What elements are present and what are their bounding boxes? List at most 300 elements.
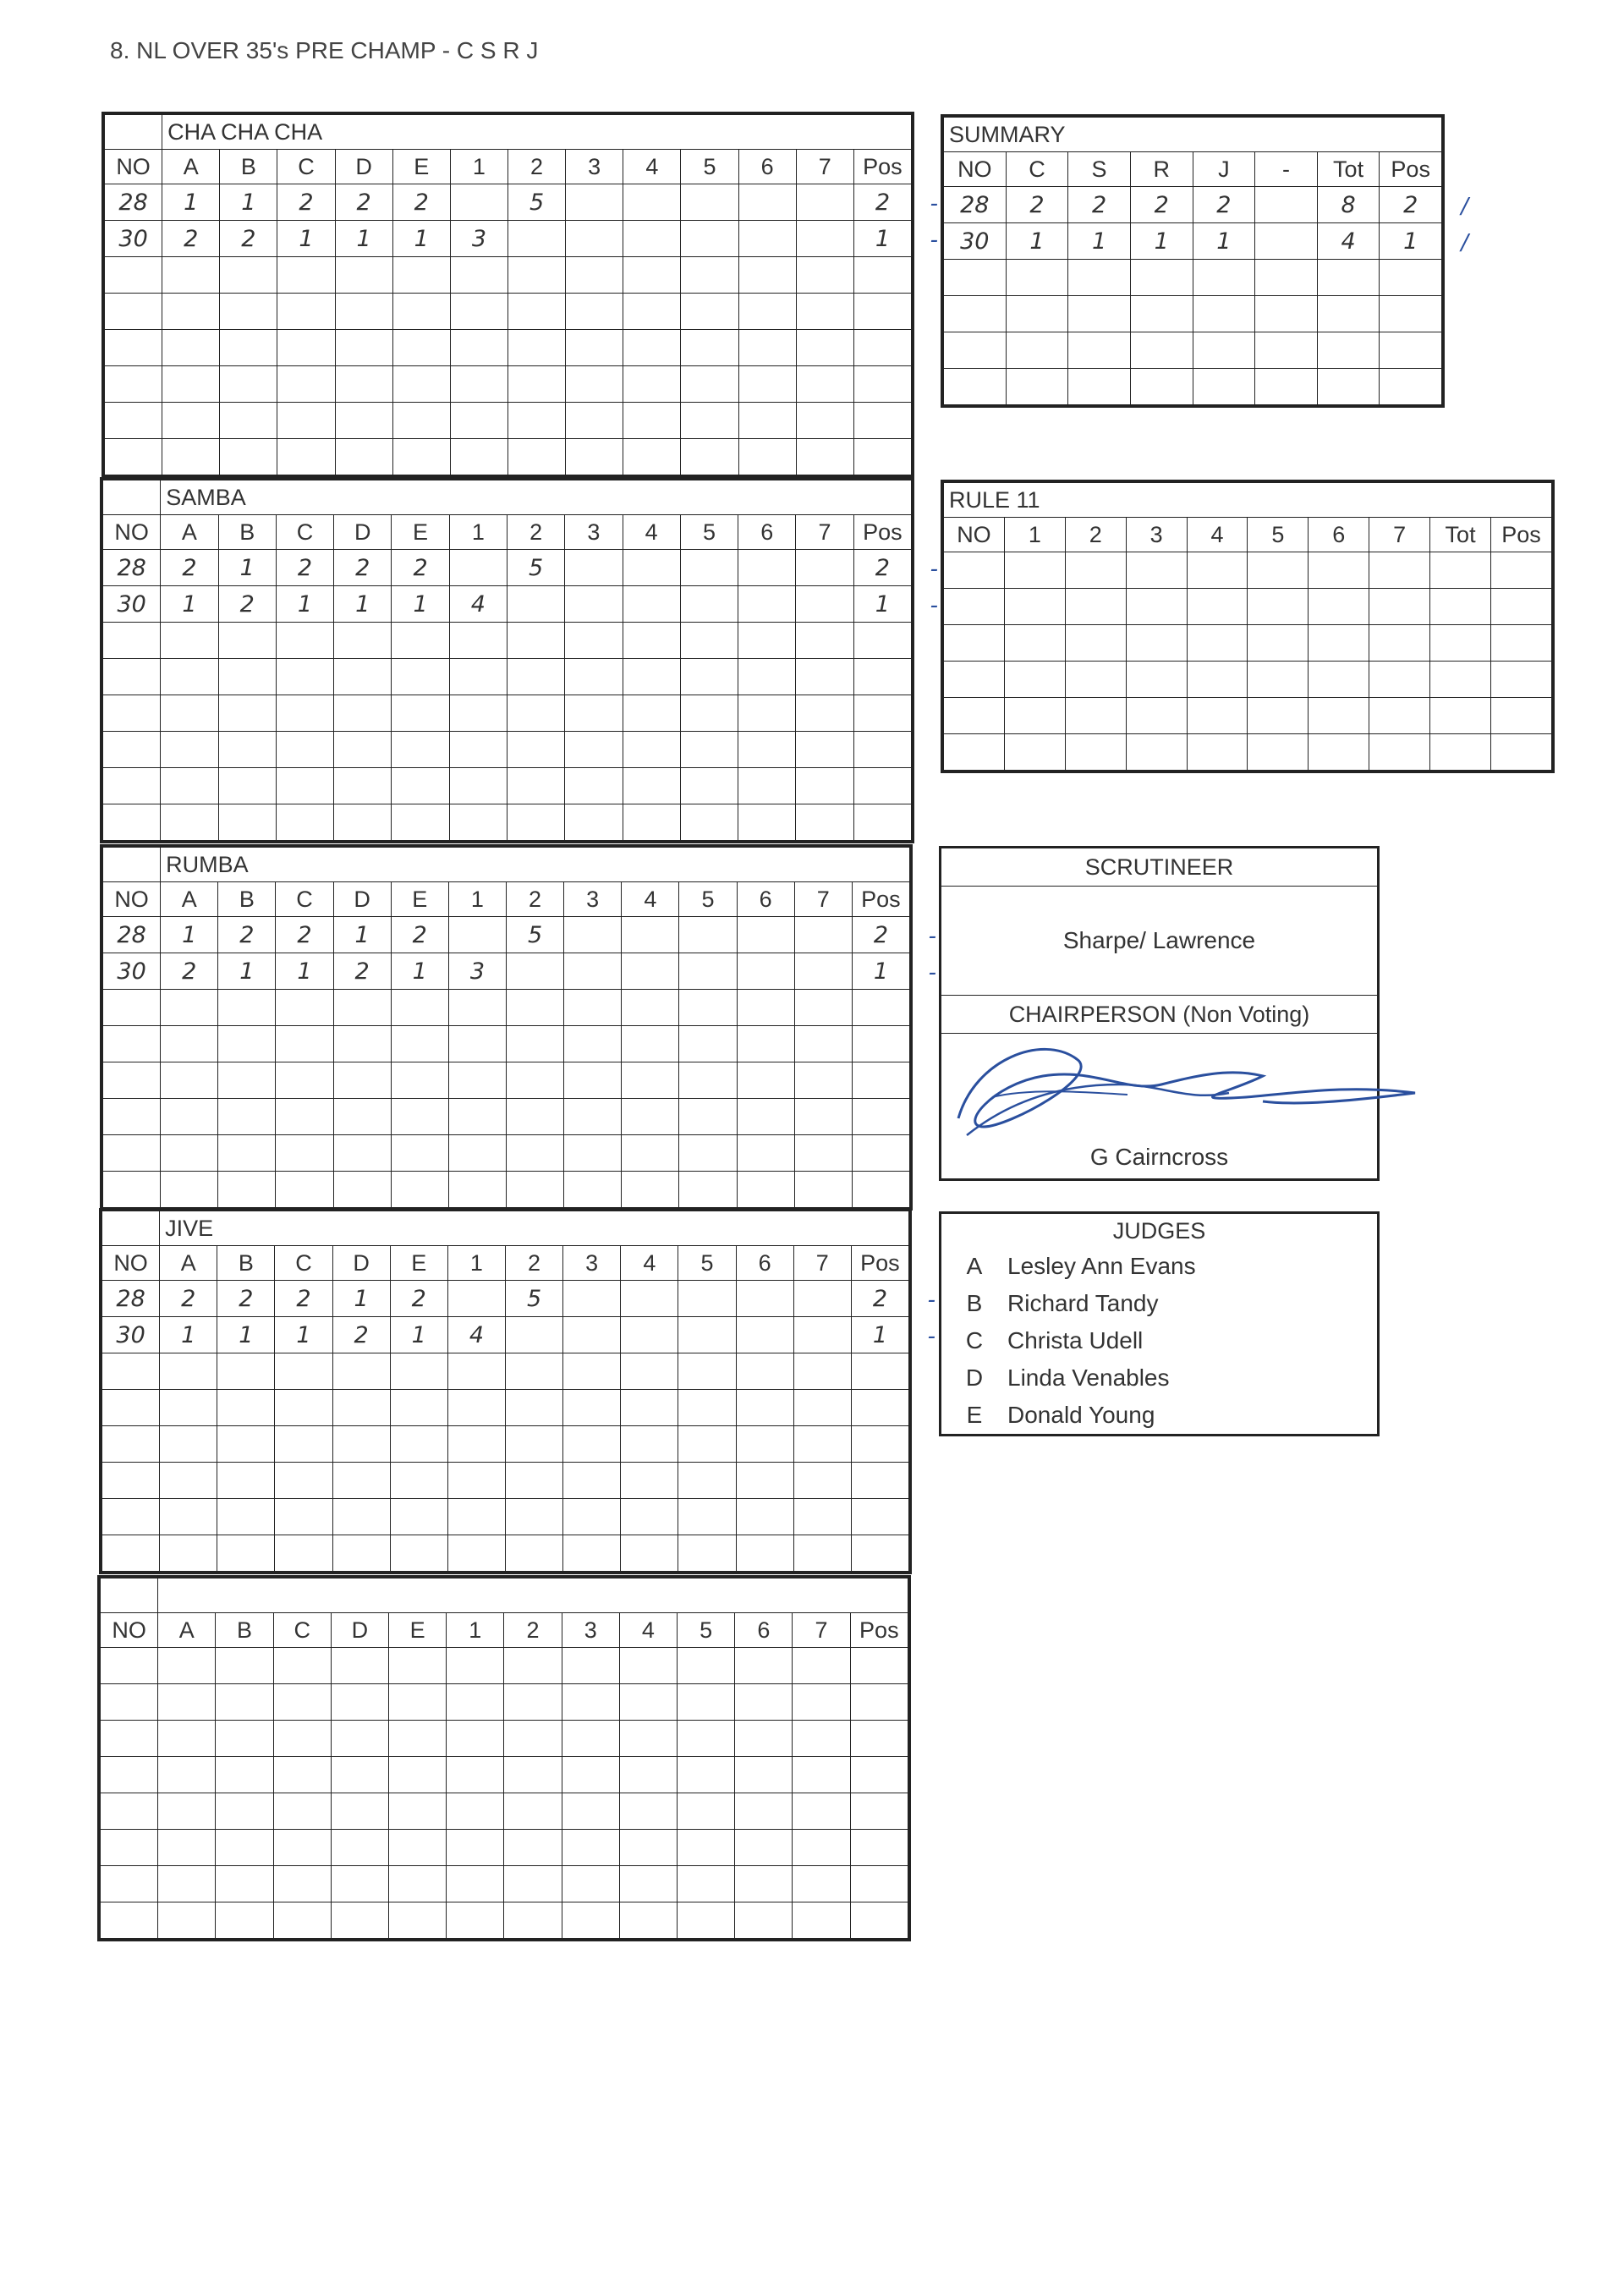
mark-cell [276,659,333,695]
column-header: J [1193,152,1255,187]
mark-cell [621,1426,678,1463]
mark-cell [681,294,738,330]
mark-cell [447,1866,504,1902]
position-cell [853,732,911,768]
column-header: Pos [853,515,911,550]
mark-cell [793,1721,850,1757]
mark-cell [680,804,738,841]
column-header: B [220,150,277,184]
column-header: NO [103,515,161,550]
mark-cell [679,1099,737,1135]
mark-cell [619,1830,677,1866]
mark-cell [563,1535,621,1572]
mark-cell: 2 [391,917,448,953]
column-header: D [332,1246,390,1281]
couple-number [103,659,161,695]
mark-cell [331,1830,388,1866]
mark-cell [276,1026,333,1062]
mark-cell [277,257,335,294]
summary-cell [1068,369,1131,405]
scrutineer-panel [939,846,1380,1181]
mark-cell [216,1793,273,1830]
mark-cell [277,439,335,475]
summary-cell: 1 [1006,223,1068,260]
mark-cell [678,1390,736,1426]
column-header: 7 [793,1246,851,1281]
column-header: C [277,150,335,184]
mark-cell [793,1866,850,1902]
column-header: D [334,515,392,550]
summary-cell: 30 [944,223,1007,260]
mark-cell [623,659,680,695]
judges-list [941,1248,1377,1434]
mark-cell [681,439,738,475]
summary-cell [1255,260,1318,296]
table-row [101,1684,908,1721]
summary-cell [1130,369,1193,405]
mark-cell [505,1535,562,1572]
column-header: Tot [1317,152,1380,187]
rule11-cell [1187,552,1248,589]
summary-cell [1380,296,1442,332]
column-header: 3 [566,150,623,184]
summary-cell [1380,369,1442,405]
score-grid [102,1211,935,1572]
position-cell [853,330,911,366]
mark-cell [621,1499,678,1535]
chairperson-label: CHAIRPERSON (Non Voting) [941,996,1377,1034]
table-row [102,1499,909,1535]
rule11-cell [1491,552,1552,589]
mark-cell [680,695,738,732]
mark-cell [796,439,853,475]
mark-cell [793,1317,851,1353]
mark-cell [389,1757,447,1793]
mark-cell [218,732,276,768]
mark-cell [562,1902,619,1939]
mark-cell [678,1866,735,1902]
mark-cell [796,623,853,659]
rule11-cell [944,589,1005,625]
column-header: 1 [447,1613,504,1648]
mark-cell: 1 [161,586,218,623]
column-header: B [218,515,276,550]
mark-cell [158,1684,216,1721]
column-header: 2 [504,1613,562,1648]
couple-number: 28 [103,917,161,953]
mark-cell [392,804,449,841]
mark-cell [796,184,853,221]
column-header: C [276,515,333,550]
mark-cell [507,586,564,623]
mark-cell [448,1026,506,1062]
mark-cell [504,1684,562,1721]
column-header: 5 [681,150,738,184]
column-header: B [218,882,276,917]
mark-cell [564,1135,622,1172]
summary-cell [1255,369,1318,405]
mark-cell [623,184,681,221]
mark-cell [623,586,680,623]
rule11-cell [1309,589,1369,625]
couple-number [105,257,162,294]
mark-cell [678,1426,736,1463]
mark-cell [737,917,794,953]
mark-cell [794,1172,852,1208]
position-cell [853,439,911,475]
header-row [102,1246,909,1281]
column-header: - [1255,152,1318,187]
column-header: C [273,1613,331,1648]
position-cell [852,1172,909,1208]
mark-cell [447,1535,505,1572]
couple-number: 30 [102,1317,160,1353]
mark-cell [793,1793,850,1830]
column-header: 1 [450,150,508,184]
mark-cell [449,804,507,841]
mark-cell [505,1317,562,1353]
table-row [105,221,912,257]
mark-cell [562,1721,619,1757]
mark-cell [680,732,738,768]
column-header: 3 [1126,518,1187,552]
mark-cell [564,990,622,1026]
couple-number [101,1757,158,1793]
mark-cell [796,257,853,294]
mark-cell [331,1648,388,1684]
position-cell: 2 - [852,917,909,953]
mark-cell [793,1684,850,1721]
mark-cell [504,1648,562,1684]
mark-cell [564,953,622,990]
position-cell [853,768,911,804]
summary-cell: 2 [1006,187,1068,223]
mark-cell [508,221,565,257]
mark-cell [793,1535,851,1572]
mark-cell [217,1463,275,1499]
dance-name: CHA CHA CHA [162,115,912,150]
table-row [102,1535,909,1572]
judge-letter: B [966,1290,983,1316]
mark-cell [566,403,623,439]
mark-cell: 1 [275,1317,332,1353]
mark-cell [562,1866,619,1902]
couple-number [102,1499,160,1535]
table-row [944,552,1552,589]
mark-cell [679,1062,737,1099]
judges-label: JUDGES [1112,1218,1206,1244]
mark-cell: 3 [450,221,508,257]
mark-cell [390,1499,447,1535]
mark-cell [335,294,392,330]
mark-cell [623,330,681,366]
couple-number [105,403,162,439]
mark-cell: 1 [334,586,392,623]
mark-cell [158,1757,216,1793]
mark-cell [680,623,738,659]
mark-cell [563,1353,621,1390]
mark-cell: 1 [277,221,335,257]
mark-cell [793,1426,851,1463]
mark-cell [276,768,333,804]
mark-cell [273,1902,331,1939]
table-row [944,369,1442,405]
mark-cell [563,1499,621,1535]
rule11-cell [1369,698,1430,734]
couple-number [101,1648,158,1684]
table-row [103,1135,910,1172]
rule11-cell [1248,662,1309,698]
dance-table-rumba [100,844,936,1211]
judge-letter: E [966,1402,983,1428]
mark-cell [449,695,507,732]
column-header: 5 [680,515,738,550]
summary-cell [1193,296,1255,332]
mark-cell [161,990,218,1026]
mark-cell [220,294,277,330]
mark-cell [275,1426,332,1463]
summary-grid [943,117,1468,405]
mark-cell [217,1426,275,1463]
column-header: 2 [508,150,565,184]
rule11-cell [944,552,1005,589]
mark-cell [796,550,853,586]
mark-cell [218,1135,276,1172]
mark-cell [565,550,623,586]
mark-cell [505,1499,562,1535]
mark-cell [793,1902,850,1939]
mark-cell [505,1390,562,1426]
column-header: 4 [623,150,681,184]
mark-cell [331,1721,388,1757]
mark-cell [793,1281,851,1317]
mark-cell: 1 [218,550,276,586]
rule11-cell [1126,589,1187,625]
mark-cell [390,1535,447,1572]
rule11-cell [1369,734,1430,771]
column-header: 4 [623,515,680,550]
summary-cell: 8 [1317,187,1380,223]
position-cell [853,294,911,330]
mark-cell [678,1830,735,1866]
column-header: Pos [852,882,909,917]
mark-cell [162,366,220,403]
mark-cell [679,1172,737,1208]
mark-cell [678,1648,735,1684]
mark-cell [332,1426,390,1463]
mark-cell [161,1026,218,1062]
mark-cell [217,1353,275,1390]
rule11-cell [1126,625,1187,662]
mark-cell [331,1684,388,1721]
dance-table-cha-cha-cha [102,112,938,478]
summary-cell [944,332,1007,369]
position-cell: 1 - [852,953,909,990]
dance-name: JIVE [160,1211,909,1246]
column-header: 6 [736,1246,793,1281]
mark-cell [623,623,680,659]
score-grid [102,480,938,841]
column-header: 7 [794,882,852,917]
mark-cell: 2 [276,917,333,953]
mark-cell [508,403,565,439]
position-cell [851,1353,908,1390]
position-cell [850,1648,908,1684]
mark-cell [505,1353,562,1390]
position-cell [851,1390,908,1426]
mark-cell [448,1062,506,1099]
mark-cell [220,366,277,403]
mark-cell [447,1353,505,1390]
rule11-cell [1126,734,1187,771]
column-header: 3 [565,515,623,550]
mark-cell [623,221,681,257]
table-row [102,1463,909,1499]
judge-name: Donald Young [1007,1402,1155,1428]
mark-cell [738,659,796,695]
mark-cell [738,294,796,330]
rule11-cell [1065,552,1126,589]
summary-cell [1380,260,1442,296]
mark-cell [448,917,506,953]
corner-cell [101,1578,158,1613]
mark-cell [450,403,508,439]
check-tick: / [1461,230,1468,255]
mark-cell [161,1172,218,1208]
column-header: 2 [506,882,563,917]
mark-cell [681,221,738,257]
mark-cell [678,1281,736,1317]
mark-cell [796,294,853,330]
mark-cell [796,403,853,439]
summary-cell [1006,260,1068,296]
mark-cell: 2 [333,953,391,990]
mark-cell [218,990,276,1026]
mark-cell [680,659,738,695]
couple-number [102,1353,160,1390]
summary-cell [1130,260,1193,296]
mark-cell [506,990,563,1026]
mark-cell [562,1757,619,1793]
rule11-cell [1430,698,1491,734]
header-row [101,1613,908,1648]
corner-cell [103,480,161,515]
scrutineer-label: SCRUTINEER [941,848,1377,887]
rule11-cell [1187,734,1248,771]
mark-cell [736,1499,793,1535]
mark-cell [331,1902,388,1939]
table-row [103,1172,910,1208]
mark-cell [392,294,450,330]
dance-table-blank [97,1575,911,1941]
summary-cell [1317,369,1380,405]
judge-name: Christa Udell [1007,1327,1144,1353]
mark-cell [216,1757,273,1793]
mark-cell [391,1135,448,1172]
mark-cell [220,257,277,294]
mark-cell [564,917,622,953]
mark-cell: 2 [335,184,392,221]
mark-cell [220,439,277,475]
mark-cell [216,1648,273,1684]
mark-cell [623,257,681,294]
mark-cell [273,1757,331,1793]
couple-number [103,804,161,841]
mark-cell [622,917,679,953]
mark-cell [447,1648,504,1684]
mark-cell: 2 [276,550,333,586]
column-header: 4 [619,1613,677,1648]
mark-cell [679,1026,737,1062]
couple-number: 28 [105,184,162,221]
corner-cell [102,1211,160,1246]
mark-cell [158,1648,216,1684]
rule11-cell [1369,625,1430,662]
mark-cell [392,623,449,659]
mark-cell [390,1463,447,1499]
mark-cell [506,1026,563,1062]
mark-cell [507,732,564,768]
column-header: E [389,1613,447,1648]
mark-cell [218,804,276,841]
mark-cell [796,221,853,257]
table-row [105,439,912,475]
column-header: 1 [1004,518,1065,552]
table-row [103,1026,910,1062]
mark-cell [392,403,450,439]
mark-cell [622,1135,679,1172]
mark-cell [564,1099,622,1135]
mark-cell [507,695,564,732]
couple-number [105,439,162,475]
couple-number [102,1426,160,1463]
table-row [944,332,1442,369]
mark-cell: 2 [220,221,277,257]
mark-cell [334,804,392,841]
mark-cell [216,1684,273,1721]
mark-cell [563,1463,621,1499]
couple-number [103,1172,161,1208]
mark-cell [216,1721,273,1757]
column-header: NO [102,1246,160,1281]
mark-cell [562,1648,619,1684]
rule11-cell [1491,734,1552,771]
mark-cell [736,1426,793,1463]
rule11-cell [1065,698,1126,734]
mark-cell [793,1499,851,1535]
mark-cell [392,257,450,294]
mark-cell [621,1463,678,1499]
rule11-cell [1004,625,1065,662]
mark-cell [277,294,335,330]
mark-cell [737,953,794,990]
mark-cell [681,403,738,439]
summary-cell [1006,369,1068,405]
column-header: 7 [1369,518,1430,552]
mark-cell [160,1499,217,1535]
mark-cell [681,366,738,403]
mark-cell [619,1793,677,1830]
summary-cell [1130,332,1193,369]
rule11-cell [1126,552,1187,589]
column-header: 2 [1065,518,1126,552]
rule11-cell [1004,589,1065,625]
couple-number: 30 [103,586,161,623]
table-row [105,184,912,221]
score-grid [104,114,938,475]
table-row [103,550,912,586]
column-header: Tot [1430,518,1491,552]
